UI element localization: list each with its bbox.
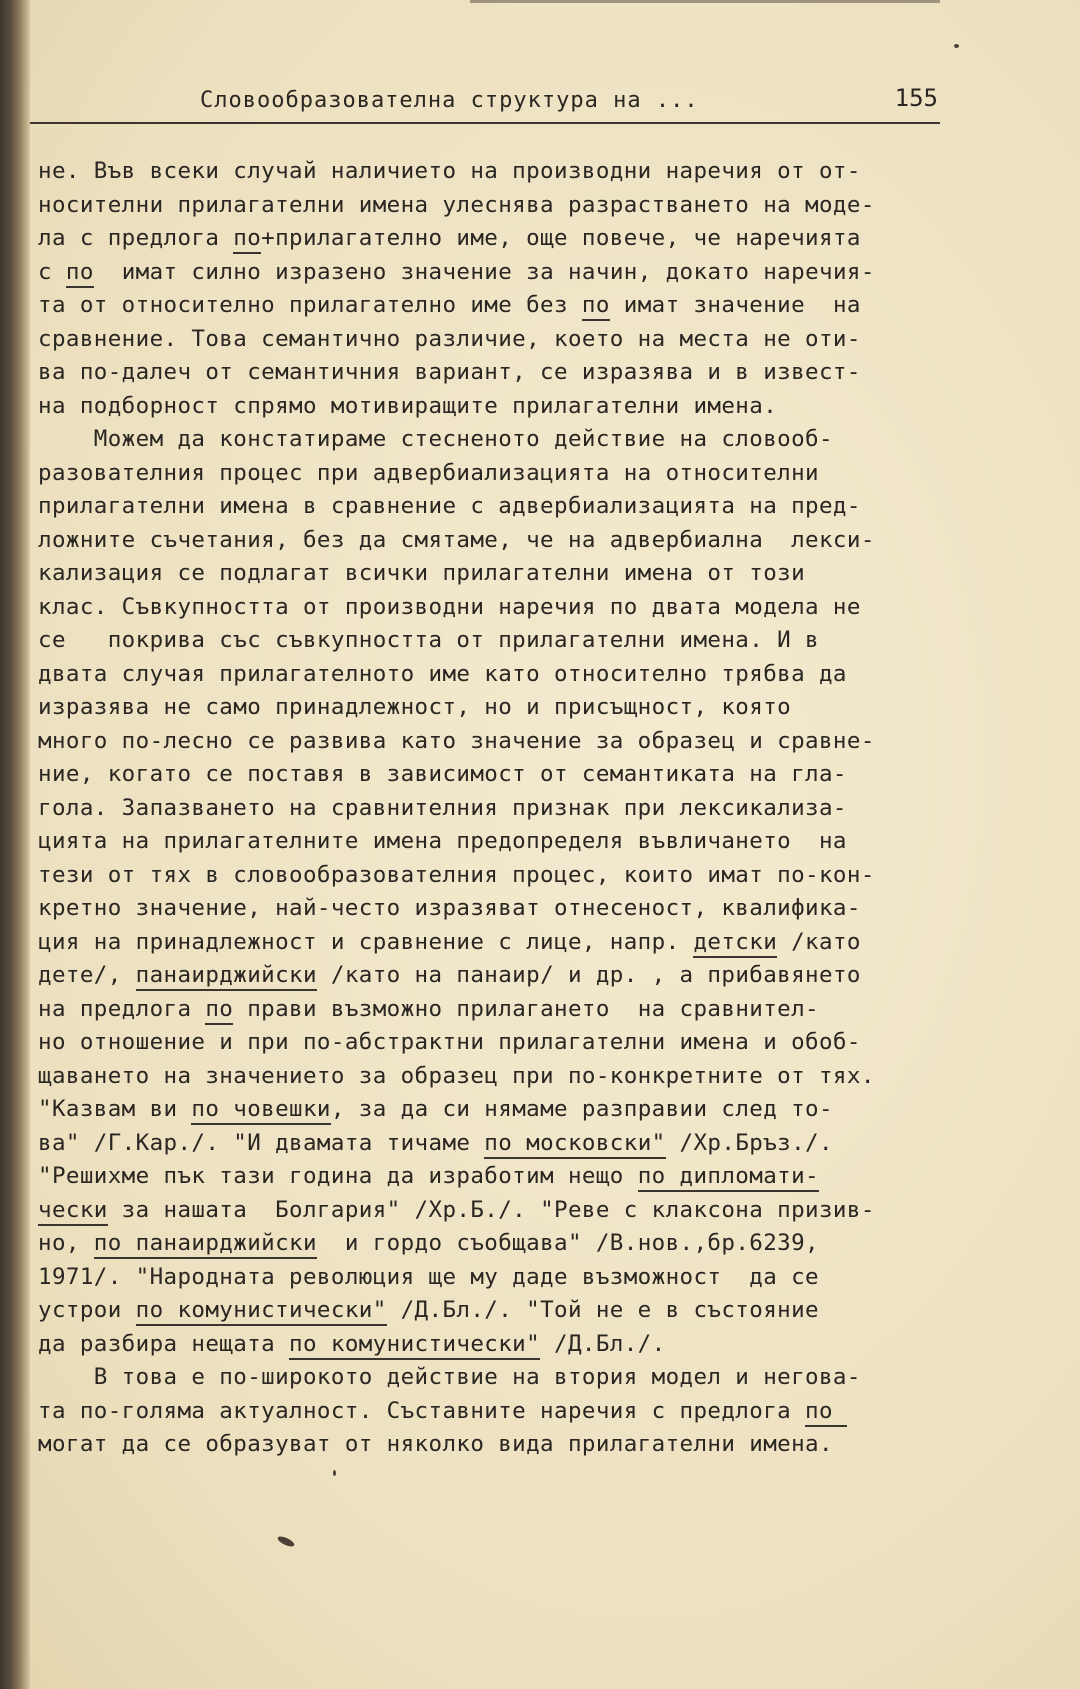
text-segment: но отношение и при по-абстрактни прилагателни имена и обоб- (38, 1029, 861, 1055)
text-segment: +прилагателно име, още повече, че наречията (261, 225, 861, 251)
text-segment: ва по-далеч от семантичния вариант, се изразява и в извест- (38, 359, 861, 385)
text-segment: да разбира нещата (38, 1330, 290, 1357)
underlined-phrase: по човешки (191, 1096, 330, 1125)
underlined-phrase: по (66, 259, 94, 288)
text-line (38, 1295, 819, 1325)
text-line (38, 592, 861, 622)
underlined-phrase: по (205, 996, 233, 1025)
text-segment: на предлога (38, 995, 206, 1022)
text-segment: дете/, (38, 962, 136, 988)
text-segment: изразява не само принадлежност, но и присъщност, която (38, 694, 792, 720)
text-segment: ция на принадлежност и сравнение с лице, напр. (38, 928, 694, 955)
text-line (38, 692, 791, 722)
text-line (38, 1027, 861, 1057)
text-line (38, 324, 861, 354)
text-segment: /Д.Бл./. "Той не е в състояние (386, 1297, 819, 1323)
text-segment: гола. Запазването на сравнителния признак при лексикализа- (38, 794, 847, 821)
text-segment: та по-голяма актуалност. Съставните наречия с предлога (38, 1397, 806, 1424)
text-line (38, 1094, 833, 1124)
text-line (38, 357, 861, 387)
text-segment: 1971/. "Народната революция ще му даде възможност да се (38, 1263, 819, 1290)
text-segment: "Казвам ви (38, 1096, 192, 1122)
text-segment: на подборност спрямо мотивиращите прилагателни имена. (38, 392, 778, 419)
text-segment: В това е по-широкото действие на втория модел и негова- (38, 1364, 861, 1390)
text-line (38, 659, 847, 689)
text-segment: ние, когато се поставя в зависимост от семантиката на гла- (38, 761, 847, 787)
text-line (38, 257, 875, 287)
text-line (38, 726, 875, 756)
text-segment: ла с предлога (38, 225, 234, 251)
text-line (38, 156, 861, 186)
text-line (38, 1228, 819, 1258)
text-line (38, 391, 777, 421)
text-segment: се покрива със съвкупността от прилагателни имена. И в (38, 627, 819, 653)
text-line (38, 1262, 819, 1292)
text-segment: /като на панаир/ и др. , а прибавянето (316, 962, 861, 988)
text-line (38, 424, 833, 454)
text-segment: и гордо съобщава" /В.нов.,бр.6239, (316, 1230, 819, 1256)
text-line (38, 223, 861, 253)
text-line (38, 826, 847, 856)
text-segment: /Хр.Бръз./. (665, 1129, 833, 1156)
underlined-phrase: детски (693, 929, 777, 958)
text-line (38, 1128, 833, 1158)
text-segment: кретно значение, най-често изразяват отнесеност, квалифика- (38, 895, 861, 921)
text-segment: кализация се подлагат всички прилагателни имена от този (38, 560, 806, 586)
underlined-phrase: по (582, 292, 610, 321)
text-segment: /като (777, 928, 861, 955)
text-line (38, 525, 875, 555)
text-segment: имат силно изразено значение за начин, докато наречия- (93, 258, 875, 285)
text-segment: прави възможно прилагането на сравнител- (233, 995, 820, 1022)
underlined-phrase: по (233, 225, 261, 254)
text-segment: двата случая прилагателното име като относително трябва да (38, 660, 847, 687)
text-line (38, 1161, 819, 1191)
running-title: Словообразователна структура на ... (200, 88, 699, 113)
text-segment: имат значение на (609, 292, 861, 318)
text-line (38, 860, 875, 890)
text-segment: носителни прилагателни имена улеснява разрастването на моде- (38, 191, 875, 218)
text-line (38, 1429, 833, 1459)
underlined-phrase: по комунистически" (136, 1297, 387, 1326)
text-line (38, 190, 875, 220)
text-segment: та от относително прилагателно име без (38, 292, 582, 318)
text-line (38, 1329, 666, 1359)
text-segment: щаването на значението за образец при по-конкретните от тях. (38, 1062, 875, 1089)
text-segment: тези от тях в словообразователния процес, които имат по-кон- (38, 861, 875, 888)
underlined-phrase: чески (38, 1197, 108, 1226)
text-line (38, 558, 805, 588)
underlined-phrase: по панаирджийски (94, 1230, 317, 1259)
text-segment: /Д.Бл./. (540, 1330, 666, 1357)
text-line (38, 1061, 875, 1091)
page-number: 155 (894, 84, 938, 112)
underlined-phrase: по (805, 1398, 847, 1427)
text-line (38, 1396, 847, 1426)
underlined-phrase: по комунистически" (289, 1331, 540, 1360)
text-line (38, 491, 861, 521)
text-line (38, 1195, 875, 1225)
text-line (38, 1362, 861, 1392)
text-line (38, 893, 861, 923)
text-line (38, 994, 819, 1024)
text-segment: сравнение. Това семантично различие, което на места не оти- (38, 325, 861, 352)
text-segment: не. Във всеки случай наличието на производни наречия от от- (38, 158, 861, 184)
text-segment: ва" /Г.Кар./. "И двамата тичаме (38, 1129, 485, 1156)
text-line (38, 759, 847, 789)
text-segment: могат да се образуват от няколко вида прилагателни имена. (38, 1431, 833, 1457)
text-line (38, 960, 861, 990)
text-line (38, 458, 819, 488)
text-segment: , за да си нямаме разправии след то- (330, 1096, 833, 1122)
underlined-phrase: по дипломати- (638, 1163, 819, 1192)
text-segment: прилагателни имена в сравнение с адвербиализацията на пред- (38, 493, 861, 519)
text-segment: клас. Съвкупността от производни наречия по двата модела не (38, 593, 861, 620)
text-line (38, 927, 861, 957)
text-segment: Можем да констатираме стесненото действие на словооб- (38, 426, 833, 452)
text-segment: много по-лесно се развива като значение за образец и сравне- (38, 727, 875, 754)
ink-speck (954, 44, 959, 48)
text-segment: ложните съчетания, без да смятаме, че на адвербиална лекси- (38, 526, 875, 553)
text-segment: разователния процес при адвербиализацията на относителни (38, 459, 819, 486)
text-line (38, 793, 847, 823)
text-segment: цията на прилагателните имена предопределя въвличането на (38, 828, 847, 854)
ink-speck (333, 1470, 336, 1476)
text-segment: но, (38, 1230, 94, 1256)
text-line (38, 290, 861, 320)
text-segment: устрои (38, 1297, 136, 1323)
text-segment: с (38, 258, 66, 285)
underlined-phrase: по московски" (484, 1130, 665, 1159)
text-segment: за нашата Болгария" /Хр.Б./. "Реве с клаксона призив- (107, 1196, 875, 1223)
underlined-phrase: панаирджийски (136, 962, 317, 991)
text-line (38, 625, 819, 655)
text-segment: "Решихме пък тази година да изработим нещо (38, 1163, 638, 1189)
